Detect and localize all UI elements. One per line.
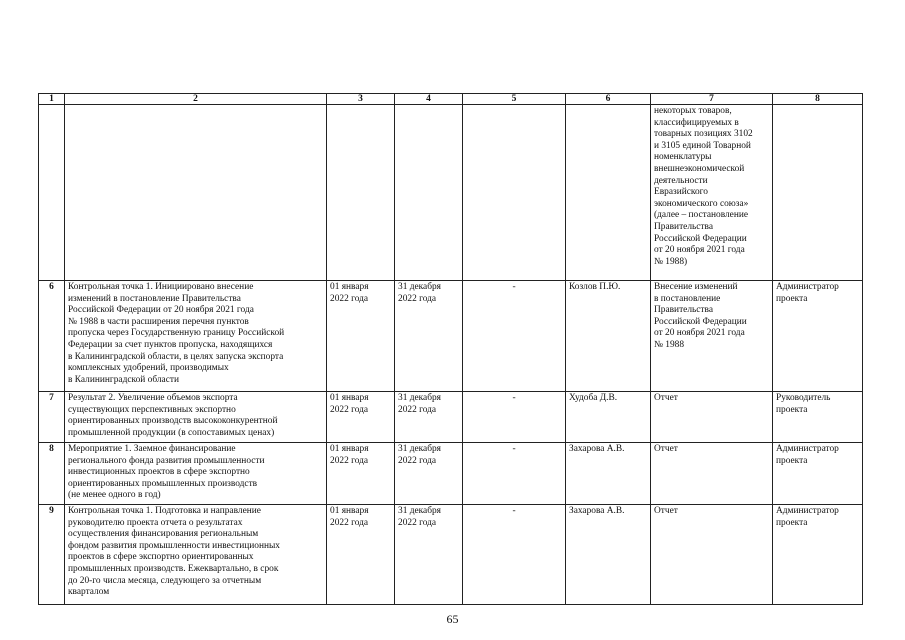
- column-header: 7: [651, 94, 773, 105]
- column-header: 5: [463, 94, 566, 105]
- end-date-cell: 31 декабря 2022 года: [395, 281, 463, 392]
- role-cell: Администратор проекта: [773, 443, 863, 505]
- dash-cell: -: [463, 505, 566, 605]
- activity-name-cell: Мероприятие 1. Заемное финансирование регионального фонда развития промышленности инвестиционных проектов в сфере экспортно ориентированных промышленных производств (не менее одного в год): [65, 443, 327, 505]
- dash-cell: [463, 105, 566, 281]
- result-cell: некоторых товаров, классифицируемых в товарных позициях 3102 и 3105 единой Товарной номенклатуры внешнеэкономической деятельности Евразийского экономического союза» (далее – постановление Правительства Российской Федерации от 20 ноября 2021 года № 1988): [651, 105, 773, 281]
- result-cell: Отчет: [651, 392, 773, 443]
- table-row: [39, 392, 863, 443]
- activity-name-cell: Результат 2. Увеличение объемов экспорта существующих перспективных экспортно ориентированных производств высококонкурентной промышленной продукции (в сопоставимых ценах): [65, 392, 327, 443]
- end-date-cell: 31 декабря 2022 года: [395, 505, 463, 605]
- table-row: [39, 105, 863, 281]
- column-header: 4: [395, 94, 463, 105]
- start-date-cell: [327, 105, 395, 281]
- dash-cell: -: [463, 281, 566, 392]
- activity-name-cell: Контрольная точка 1. Подготовка и направление руководителю проекта отчета о результатах осуществления финансирования региональным фондом развития промышленности инвестиционных проектов в сфере экспортно ориентированных промышленных производств. Ежеквартально, в срок до 20-го числа месяца, следующего за отчетным кварталом: [65, 505, 327, 605]
- end-date-cell: 31 декабря 2022 года: [395, 392, 463, 443]
- dash-cell: -: [463, 392, 566, 443]
- table-row: [39, 281, 863, 392]
- dash-cell: -: [463, 443, 566, 505]
- page-number: 65: [446, 612, 459, 626]
- start-date-cell: 01 января 2022 года: [327, 443, 395, 505]
- role-cell: Администратор проекта: [773, 505, 863, 605]
- start-date-cell: 01 января 2022 года: [327, 505, 395, 605]
- column-header: 1: [39, 94, 65, 105]
- role-cell: [773, 105, 863, 281]
- document-sheet: [38, 93, 862, 605]
- result-cell: Отчет: [651, 443, 773, 505]
- responsible-cell: Захарова А.В.: [566, 443, 651, 505]
- row-number-cell: 7: [39, 392, 65, 443]
- responsible-cell: Захарова А.В.: [566, 505, 651, 605]
- result-cell: Внесение изменений в постановление Правительства Российской Федерации от 20 ноября 2021 года № 1988: [651, 281, 773, 392]
- result-cell: Отчет: [651, 505, 773, 605]
- activity-name-cell: Контрольная точка 1. Инициировано внесение изменений в постановление Правительства Российской Федерации от 20 ноября 2021 года № 1988 в части расширения перечня пунктов пропуска через Государственную границу Российской Федерации за счет пунктов пропуска, находящихся в Калининградской области, в целях запуска экспорта комплексных удобрений, производимых в Калининградской области: [65, 281, 327, 392]
- responsible-cell: [566, 105, 651, 281]
- start-date-cell: 01 января 2022 года: [327, 392, 395, 443]
- end-date-cell: 31 декабря 2022 года: [395, 443, 463, 505]
- column-header: 8: [773, 94, 863, 105]
- activity-name-cell: [65, 105, 327, 281]
- project-plan-table: [38, 93, 863, 605]
- column-header: 2: [65, 94, 327, 105]
- responsible-cell: Худоба Д.В.: [566, 392, 651, 443]
- row-number-cell: [39, 105, 65, 281]
- responsible-cell: Козлов П.Ю.: [566, 281, 651, 392]
- table-header-row: [39, 94, 863, 105]
- row-number-cell: 8: [39, 443, 65, 505]
- row-number-cell: 6: [39, 281, 65, 392]
- row-number-cell: 9: [39, 505, 65, 605]
- table-row: [39, 443, 863, 505]
- column-header: 6: [566, 94, 651, 105]
- table-row: [39, 505, 863, 605]
- start-date-cell: 01 января 2022 года: [327, 281, 395, 392]
- column-header: 3: [327, 94, 395, 105]
- role-cell: Администратор проекта: [773, 281, 863, 392]
- role-cell: Руководитель проекта: [773, 392, 863, 443]
- end-date-cell: [395, 105, 463, 281]
